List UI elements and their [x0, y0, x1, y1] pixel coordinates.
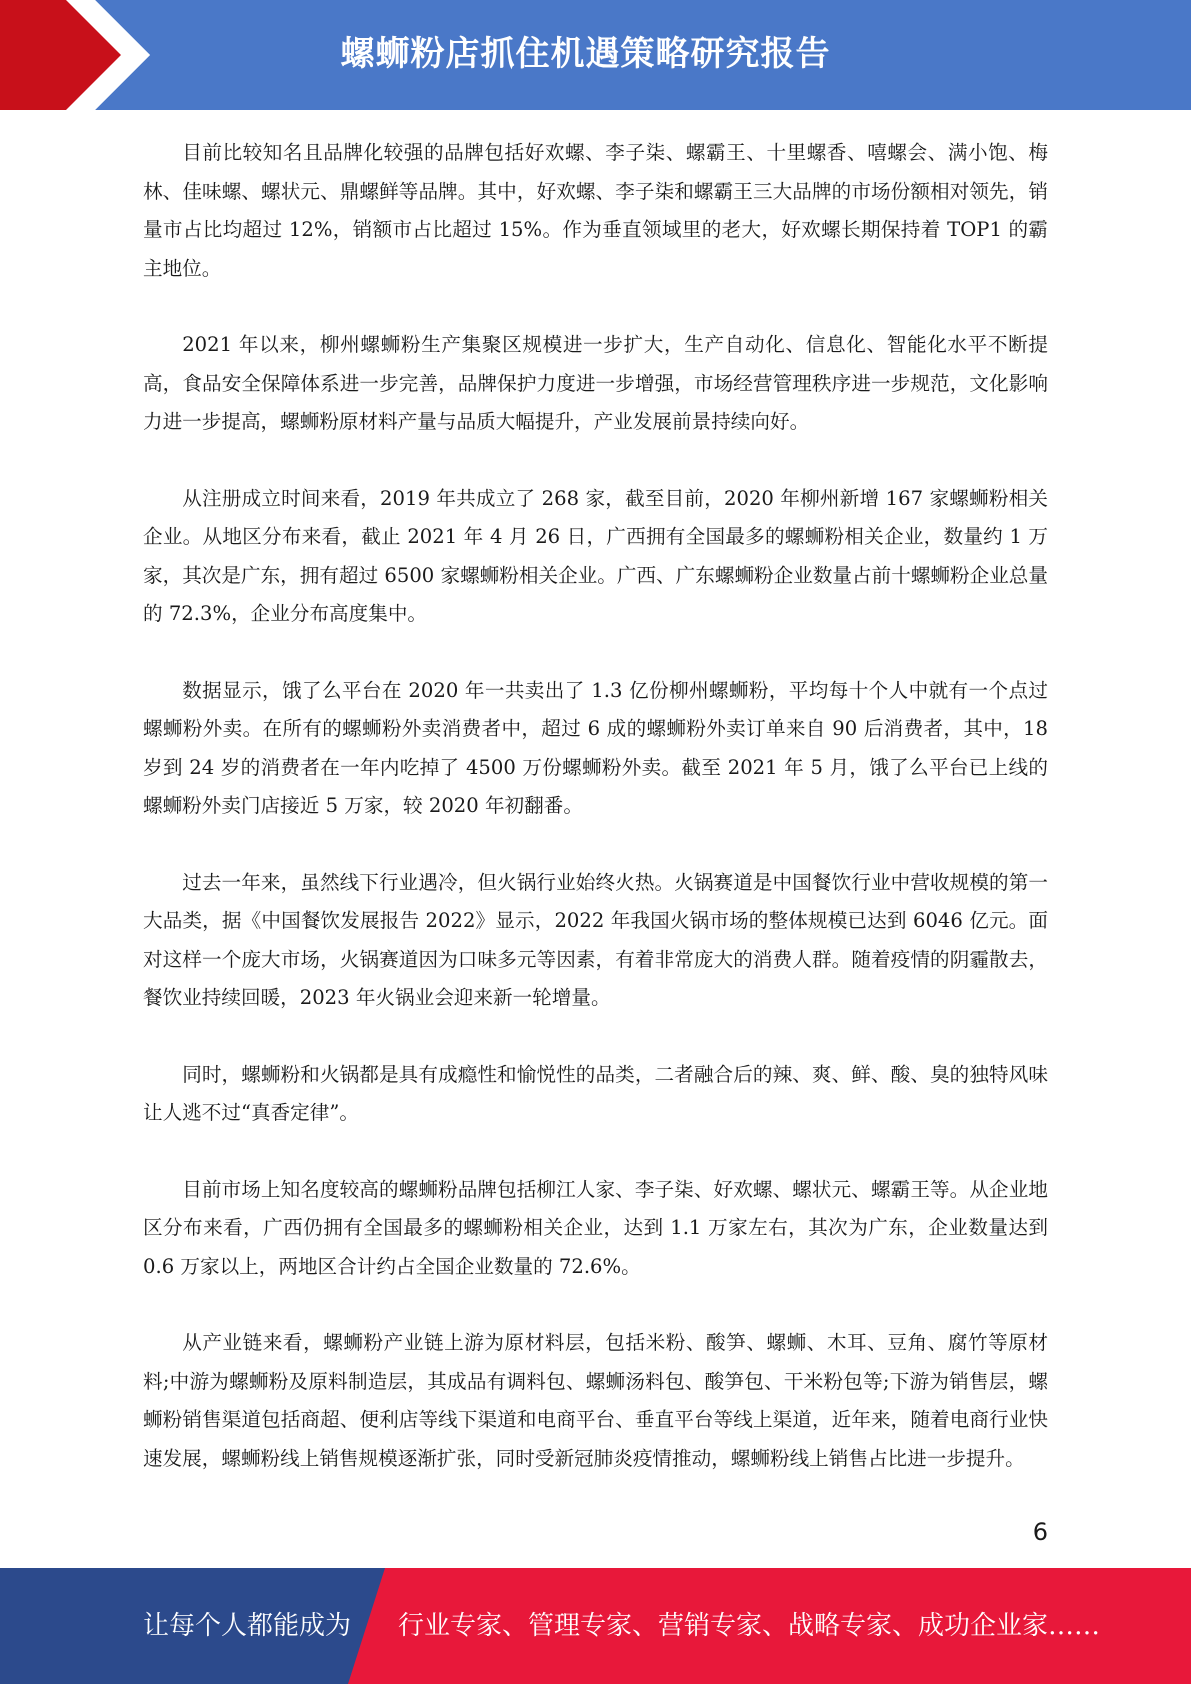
paragraph-market-brands: 目前市场上知名度较高的螺蛳粉品牌包括柳江人家、李子柒、好欢螺、螺状元、螺霸王等。从企业地区分布来看，广西仍拥有全国最多的螺蛳粉相关企业，达到 1.1 万家左右，其次为广东，企业数量达到 0.6 万家以上，两地区合计约占全国企业数量的 72.6%。 [143, 1177, 1048, 1278]
paragraph-registration: 从注册成立时间来看，2019 年共成立了 268 家，截至目前，2020 年柳州新增 167 家螺蛳粉相关企业。从地区分布来看，截止 2021 年 4 月 26 日，广西拥有全国最多的螺蛳粉相关企业，数量约 1 万家，其次是广东，拥有超过 6500 家螺蛳粉相关企业。广西、广东螺蛳粉企业数量占前十螺蛳粉企业总量的 72.3%，企业分布高度集中。 [143, 486, 1048, 625]
page-footer [0, 1568, 1191, 1684]
paragraph-brands: 目前比较知名且品牌化较强的品牌包括好欢螺、李子柒、螺霸王、十里螺香、嘻螺会、满小饱、梅林、佳味螺、螺状元、鼎螺鲜等品牌。其中，好欢螺、李子柒和螺霸王三大品牌的市场份额相对领先，销量市占比均超过 12%，销额市占比超过 15%。作为垂直领域里的老大，好欢螺长期保持着 TOP1 的霸主地位。 [143, 141, 1048, 280]
paragraph-industry-growth: 2021 年以来，柳州螺蛳粉生产集聚区规模进一步扩大，生产自动化、信息化、智能化水平不断提高，食品安全保障体系进一步完善，品牌保护力度进一步增强，市场经营管理秩序进一步规范，文化影响力进一步提高，螺蛳粉原材料产量与品质大幅提升，产业发展前景持续向好。 [143, 333, 1048, 433]
paragraph-supply-chain: 从产业链来看，螺蛳粉产业链上游为原材料层，包括米粉、酸笋、螺蛳、木耳、豆角、腐竹等原材料;中游为螺蛳粉及原料制造层，其成品有调料包、螺蛳汤料包、酸笋包、干米粉包等;下游为销售层，螺蛳粉销售渠道包括商超、便利店等线下渠道和电商平台、垂直平台等线上渠道，近年来，随着电商行业快速发展，螺蛳粉线上销售规模逐渐扩张，同时受新冠肺炎疫情推动，螺蛳粉线上销售占比进一步提升。 [143, 1331, 1048, 1470]
paragraph-fusion: 同时，螺蛳粉和火锅都是具有成瘾性和愉悦性的品类，二者融合后的辣、爽、鲜、酸、臭的独特风味让人逃不过“真香定律”。 [143, 1062, 1048, 1124]
footer-slogan-left: 让每个人都能成为 [143, 1611, 352, 1641]
report-title: 螺蛳粉店抓住机遇策略研究报告 [340, 34, 831, 74]
paragraph-hotpot: 过去一年来，虽然线下行业遇冷，但火锅行业始终火热。火锅赛道是中国餐饮行业中营收规模的第一大品类，据《中国餐饮发展报告 2022》显示，2022 年我国火锅市场的整体规模已达到 6046 亿元。面对这样一个庞大市场，火锅赛道因为口味多元等因素，有着非常庞大的消费人群。随着疫情的阴霾散去，餐饮业持续回暖，2023 年火锅业会迎来新一轮增量。 [143, 870, 1048, 1009]
footer-slogan-right: 行业专家、管理专家、营销专家、战略专家、成功企业家…… [398, 1611, 1101, 1641]
report-body [143, 134, 1048, 1516]
paragraph-delivery-data: 数据显示，饿了么平台在 2020 年一共卖出了 1.3 亿份柳州螺蛳粉，平均每十个人中就有一个点过螺蛳粉外卖。在所有的螺蛳粉外卖消费者中，超过 6 成的螺蛳粉外卖订单来自 90 后消费者，其中，18 岁到 24 岁的消费者在一年内吃掉了 4500 万份螺蛳粉外卖。截至 2021 年 5 月，饿了么平台已上线的螺蛳粉外卖门店接近 5 万家，较 2020 年初翻番。 [143, 678, 1048, 817]
page-header [0, 0, 1191, 110]
page-number: 6 [1032, 1518, 1048, 1546]
